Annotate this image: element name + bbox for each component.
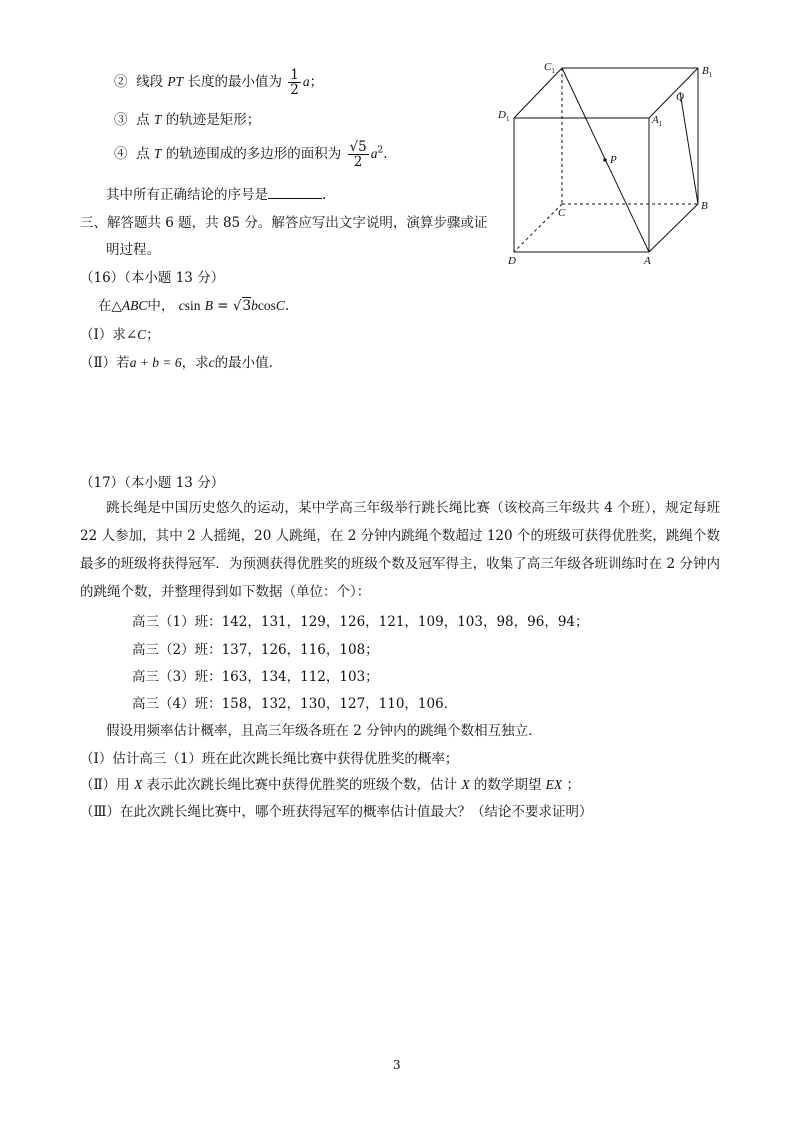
math-var: T — [153, 146, 162, 161]
class-label: 高三（2）班： — [132, 642, 222, 658]
label-a1: $A_1$ — [652, 114, 663, 128]
q16-part-2 — [80, 351, 273, 371]
cube-figure — [494, 56, 724, 268]
math-var: X — [133, 777, 143, 792]
text: 线段 — [136, 74, 164, 90]
edge-ab — [649, 204, 698, 252]
q15-item-4 — [114, 140, 387, 169]
label-c1: $C_1$ — [544, 61, 555, 75]
segment-qb — [680, 92, 698, 204]
q16-part-1 — [80, 323, 160, 343]
q17-part-1: （Ⅰ）估计高三（1）班在此次跳长绳比赛中获得优胜奖的概率； — [80, 751, 459, 767]
class-values: 137，126，116，108； — [221, 642, 379, 658]
label-a: A — [644, 255, 651, 267]
page-number: 3 — [393, 1058, 401, 1072]
text: 在△ — [98, 298, 122, 314]
label-q: Q — [676, 91, 684, 103]
class-row — [132, 638, 379, 658]
text: （Ⅱ）用 — [80, 777, 130, 793]
point-p — [603, 158, 607, 162]
label-d: D — [508, 255, 516, 267]
text: （Ⅰ）求 — [80, 327, 126, 343]
q17-header: （17）（本小题 13 分） — [80, 475, 225, 491]
q15-conclusion — [106, 183, 326, 203]
class-label: 高三（1）班： — [132, 614, 222, 630]
label-d1: $D_1$ — [498, 109, 510, 123]
q17-paragraph — [80, 494, 720, 606]
class-values: 142，131，129，126，121，109，103，98，96，94； — [221, 614, 589, 630]
q15-item-3 — [114, 108, 260, 128]
math-var: EX — [545, 777, 563, 792]
edge-c1d1 — [514, 68, 562, 118]
text: ； — [146, 327, 160, 343]
fraction — [348, 140, 369, 169]
class-values: 158，132，130，127，110，106． — [221, 696, 458, 712]
label-b1: $B_1$ — [702, 65, 713, 79]
text: . — [284, 298, 290, 314]
math-var: T — [153, 112, 162, 127]
text: 的轨迹围成的多边形的面积为 — [165, 146, 342, 162]
text: （Ⅱ）若 — [80, 355, 130, 371]
section-3-heading: 三、解答题共 6 题，共 85 分。解答应写出文字说明，演算步骤或证 — [80, 215, 488, 231]
math-var: X — [461, 777, 470, 792]
math-var: ∠C — [125, 327, 147, 342]
text: ，求 — [181, 355, 209, 371]
class-row — [132, 665, 379, 685]
math-var: C — [275, 298, 285, 313]
q16-statement — [98, 294, 289, 314]
text: ； — [566, 777, 580, 793]
math-var: a — [370, 146, 378, 161]
math-op: = — [213, 298, 233, 314]
q16-header: （16）（本小题 13 分） — [80, 270, 225, 286]
text: . — [322, 187, 327, 203]
edge-cd-hidden — [514, 204, 562, 252]
math-var: c — [178, 298, 185, 313]
q15-item-2 — [114, 68, 323, 97]
text: 的轨迹是矩形； — [165, 112, 261, 128]
text: 中， — [147, 298, 175, 314]
math-var: PT — [167, 74, 184, 89]
text: 点 — [136, 112, 150, 128]
radicand: 3 — [242, 298, 252, 314]
frac-den: 2 — [290, 82, 299, 98]
frac-num: √5 — [349, 139, 367, 155]
math-var: b — [251, 298, 258, 313]
text: 长度的最小值为 — [187, 74, 282, 90]
class-row — [132, 610, 589, 630]
math-var: c — [208, 355, 215, 370]
q17-assumption: 假设用频率估计概率，且高三年级各班在 2 分钟内的跳绳个数相互独立． — [106, 723, 542, 739]
section-3-heading-cont: 明过程。 — [106, 242, 160, 258]
math-var: B — [204, 298, 213, 313]
text: ； — [309, 74, 324, 90]
edge-b1a1 — [649, 68, 698, 118]
text: 的数学期望 — [473, 777, 542, 793]
superscript: 2 — [377, 145, 384, 156]
text: 表示此次跳长绳比赛中获得优胜奖的班级个数，估计 — [146, 777, 458, 793]
label-p: P — [610, 154, 617, 166]
answer-blank — [268, 186, 322, 199]
math-var: a — [302, 74, 310, 89]
item-number: ④ — [114, 146, 128, 162]
text: . — [383, 146, 388, 162]
frac-num: 1 — [290, 67, 299, 83]
text: 点 — [136, 146, 150, 162]
math-fn: cos — [257, 298, 276, 313]
frac-den: 2 — [353, 154, 363, 170]
text: 跳长绳是中国历史悠久的运动，某中学高三年级举行跳长绳比赛（该校高三年级共 4 个班），规定每班 22 人参加，其中 2 人摇绳，20 人跳绳，在 2 分钟内跳绳个数超过 120 个的班级可获得优胜奖，跳绳个数最多的班级将获得冠军．为预测获得优胜奖的班级个数及冠军得主，收集了高三年级各班训练时在 2 分钟内的跳绳个数，并整理得到如下数据（单位：个）： — [80, 500, 720, 600]
item-number: ③ — [114, 112, 128, 128]
math-var: ABC — [121, 298, 148, 313]
class-row — [132, 692, 457, 712]
sqrt-sign: √ — [232, 298, 242, 314]
text: 的最小值. — [214, 355, 273, 371]
label-b: B — [701, 200, 708, 212]
q17-part-3: （Ⅲ）在此次跳长绳比赛中，哪个班获得冠军的概率估计值最大？（结论不要求证明） — [80, 804, 593, 820]
class-values: 163，134，112，103； — [221, 669, 379, 685]
item-number: ② — [114, 74, 128, 90]
q17-part-2 — [80, 773, 580, 793]
fraction — [288, 68, 301, 97]
text: 其中所有正确结论的序号是 — [106, 187, 268, 203]
label-c: C — [558, 207, 566, 219]
class-label: 高三（3）班： — [132, 669, 222, 685]
class-label: 高三（4）班： — [132, 696, 222, 712]
math-expr: a + b = 6 — [129, 355, 182, 370]
math-fn: sin — [184, 298, 201, 313]
